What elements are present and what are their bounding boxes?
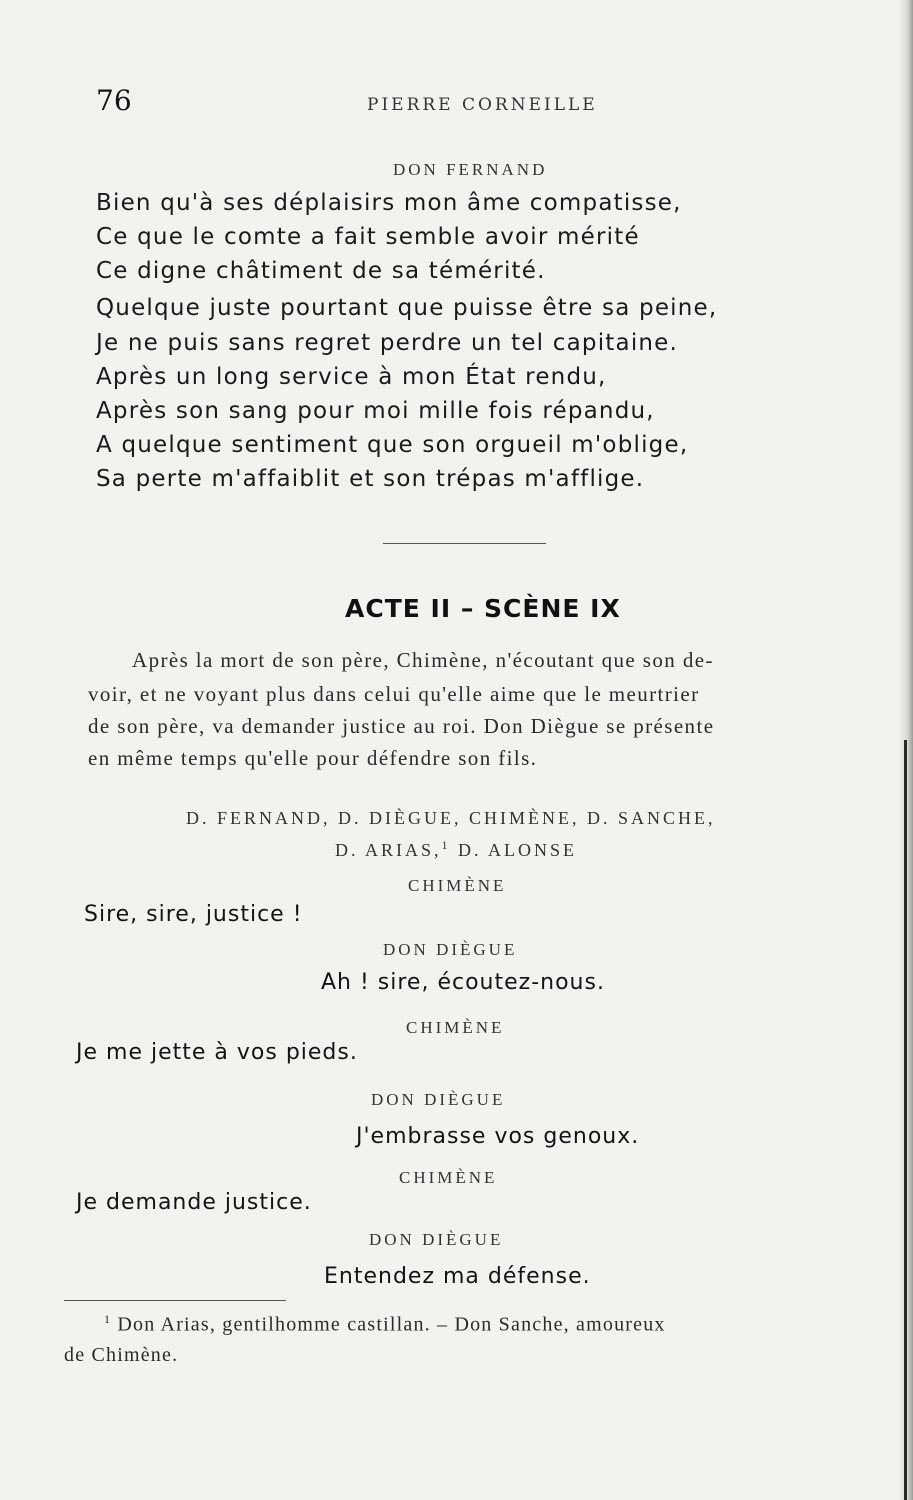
characters-list: D. FERNAND, D. DIÈGUE, CHIMÈNE, D. SANCHE, (186, 808, 716, 828)
characters-list-cont (335, 838, 577, 861)
verse-line: Après son sang pour moi mille fois répandu, (96, 398, 655, 424)
verse-line: Quelque juste pourtant que puisse être sa peine, (96, 295, 718, 321)
speaker-label: DON DIÈGUE (383, 940, 518, 959)
speaker-label: DON FERNAND (393, 160, 548, 179)
dialogue-line: Je me jette à vos pieds. (76, 1040, 358, 1065)
speaker-label: CHIMÈNE (399, 1168, 498, 1187)
character-alonse: D. ALONSE (458, 840, 578, 860)
speaker-label: CHIMÈNE (406, 1018, 505, 1037)
footnote-mark: 1 (104, 1312, 112, 1326)
dialogue-line: Entendez ma défense. (324, 1264, 591, 1289)
page-number: 76 (96, 84, 132, 117)
binding-shadow (904, 740, 907, 1500)
scene-summary-line: voir, et ne voyant plus dans celui qu'elle aime que le meurtrier (88, 682, 700, 706)
verse-line: Ce que le comte a fait semble avoir mérité (96, 224, 640, 250)
speaker-label: DON DIÈGUE (371, 1090, 506, 1109)
verse-line: Sa perte m'affaiblit et son trépas m'afflige. (96, 466, 645, 492)
speaker-label: CHIMÈNE (408, 876, 507, 895)
scene-heading: ACTE II – SCÈNE IX (345, 594, 621, 623)
verse-line: Bien qu'à ses déplaisirs mon âme compatisse, (96, 190, 682, 216)
footnote-ref: 1 (441, 838, 451, 852)
footnote-line: de Chimène. (64, 1344, 179, 1366)
dialogue-line: Sire, sire, justice ! (84, 902, 303, 927)
dialogue-line: Ah ! sire, écoutez-nous. (321, 970, 605, 995)
character-arias: D. ARIAS, (335, 840, 442, 860)
verse-line: A quelque sentiment que son orgueil m'oblige, (96, 432, 689, 458)
dialogue-line: J'embrasse vos genoux. (356, 1124, 640, 1149)
section-divider (383, 543, 546, 544)
running-title: PIERRE CORNEILLE (367, 95, 598, 115)
footnote-text: Don Arias, gentilhomme castillan. – Don Sanche, amoureux (117, 1313, 666, 1336)
verse-line: Après un long service à mon État rendu, (96, 364, 607, 390)
verse-line: Ce digne châtiment de sa témérité. (96, 258, 546, 284)
dialogue-line: Je demande justice. (76, 1190, 312, 1215)
verse-line: Je ne puis sans regret perdre un tel capitaine. (96, 330, 679, 356)
speaker-label: DON DIÈGUE (369, 1230, 504, 1249)
footnote-rule (64, 1300, 286, 1301)
footnote-line (104, 1312, 666, 1337)
scene-summary-line: de son père, va demander justice au roi. Don Diègue se présente (88, 714, 715, 738)
scene-summary-line: en même temps qu'elle pour défendre son fils. (88, 746, 538, 770)
scene-summary-line: Après la mort de son père, Chimène, n'écoutant que son de- (132, 648, 714, 672)
